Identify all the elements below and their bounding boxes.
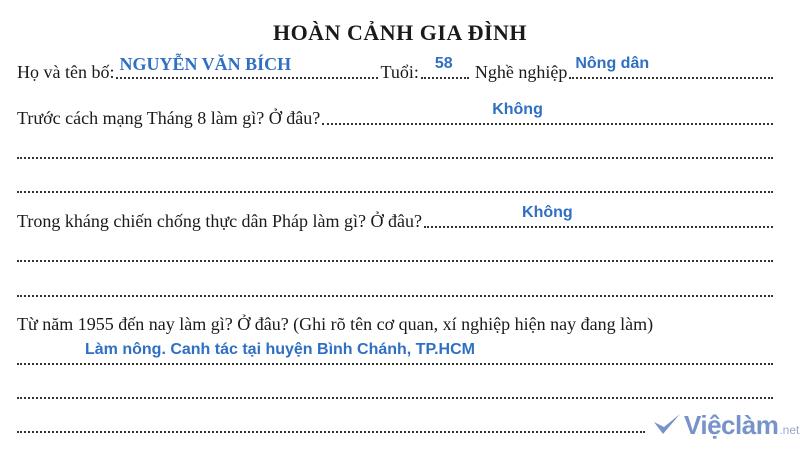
q2-blank-line-2 [17,276,775,300]
father-name-value: NGUYỄN VĂN BÍCH [119,54,292,74]
q3-answer-line [17,341,775,368]
blank-line[interactable] [17,176,773,196]
watermark-text: Việclàm [684,409,779,440]
age-label: Tuổi: [380,62,419,82]
father-info-row [17,54,775,82]
q1-blank-line-2 [17,172,775,196]
q1-row [17,101,775,128]
father-name-field[interactable] [116,54,378,82]
q3-row [17,310,775,334]
q1-answer-field[interactable] [322,101,773,128]
father-name-label: Họ và tên bố: [17,62,115,82]
age-value: 58 [434,55,453,72]
watermark-suffix: .net [779,423,800,437]
blank-line[interactable] [17,280,773,300]
occupation-value: Nông dân [575,55,650,72]
q3-blank-line-1 [17,378,775,402]
q2-blank-line-1 [17,241,775,265]
age-field[interactable] [421,55,469,82]
q2-row [17,204,775,231]
blank-line[interactable] [17,382,773,402]
blank-line[interactable] [17,416,645,436]
q2-answer: Không [522,204,573,221]
vieclam-watermark [652,410,799,440]
q3-answer: Làm nông. Canh tác tại huyện Bình Chánh, TP.HCM [85,341,475,358]
occupation-label: Nghề nghiệp [474,62,568,82]
q1-blank-line-1 [17,138,775,162]
blank-line[interactable] [17,142,773,162]
form-title: HOÀN CẢNH GIA ĐÌNH [272,20,528,45]
blank-line[interactable] [17,245,773,265]
q2-answer-field[interactable] [424,204,773,231]
q1-answer: Không [492,101,543,118]
occupation-field[interactable] [569,55,773,82]
q2-label: Trong kháng chiến chống thực dân Pháp làm gì? Ở đâu? [17,211,423,231]
checkmark-logo-icon [652,410,682,440]
q3-answer-field[interactable] [17,341,773,368]
q1-label: Trước cách mạng Tháng 8 làm gì? Ở đâu? [17,108,321,128]
q3-label: Từ năm 1955 đến nay làm gì? Ở đâu? (Ghi rõ tên cơ quan, xí nghiệp hiện nay đang làm) [17,314,654,334]
